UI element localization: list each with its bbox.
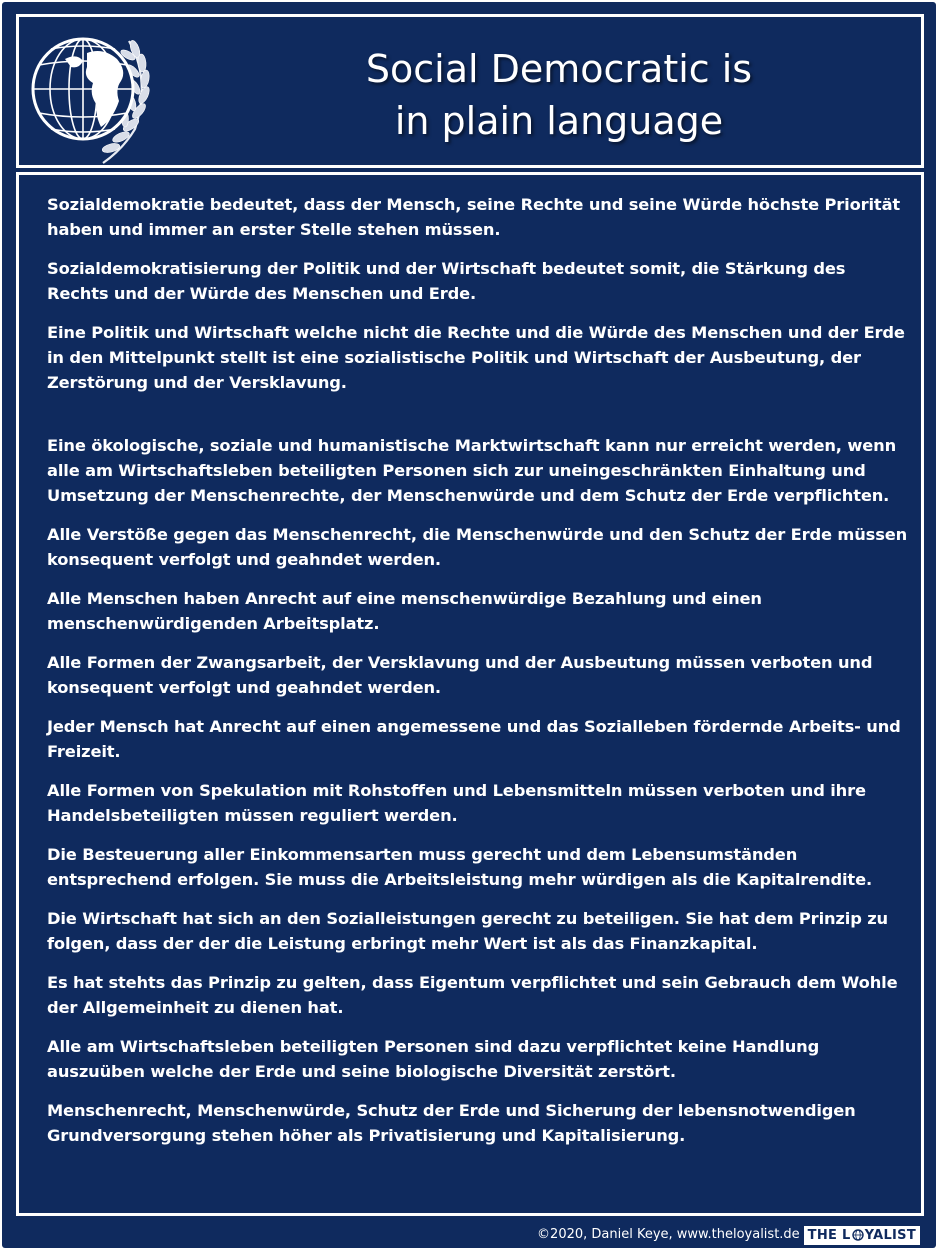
content-panel [16,172,924,1216]
paragraph: Alle Menschen haben Anrecht auf eine menschenwürdige Bezahlung und einen menschenwürdigenden Arbeitsplatz. [47,589,762,633]
paragraph: Es hat stehts das Prinzip zu gelten, dass Eigentum verpflichtet und sein Gebrauch dem Wohle der Allgemeinheit zu dienen hat. [47,973,898,1017]
paragraph: Alle Formen der Zwangsarbeit, der Versklavung und der Ausbeutung müssen verboten und konsequent verfolgt und geahndet werden. [47,653,873,697]
brand-text-part-1: THE L [807,1227,851,1243]
paragraph: Sozialdemokratie bedeutet, dass der Mensch, seine Rechte und seine Würde höchste Priorität haben und immer an erster Stelle stehen müssen. [47,195,901,239]
paragraph: Alle Formen von Spekulation mit Rohstoffen und Lebensmitteln müssen verboten und ihre Handelsbeteiligten müssen reguliert werden. [47,781,866,825]
poster-background [2,2,936,1248]
header-panel [16,14,924,168]
title-line-2: in plain language [394,99,724,143]
paragraph: Alle am Wirtschaftsleben beteiligten Personen sind dazu verpflichtet keine Handlung auszuüben welche der Erde und seine biologische Diversität zerstört. [47,1037,820,1081]
page-title [259,43,859,147]
paragraph: Eine ökologische, soziale und humanistische Marktwirtschaft kann nur erreicht werden, wenn alle am Wirtschaftsleben beteiligten Personen sich zur uneingeschränkten Einhaltung und Umsetzung der Menschenrechte, der Menschenwürde und dem Schutz der Erde verpflichten. [47,436,897,505]
brand-text-part-2: YALIST [864,1227,916,1243]
paragraph: Sozialdemokratisierung der Politik und der Wirtschaft bedeutet somit, die Stärkung des Rechts und der Würde des Menschen und Erde. [47,259,846,303]
paragraph: Alle Verstöße gegen das Menschenrecht, die Menschenwürde und den Schutz der Erde müssen konsequent verfolgt und geahndet werden. [47,525,908,569]
paragraph: Die Besteuerung aller Einkommensarten muss gerecht und dem Lebensumständen entsprechend erfolgen. Sie muss die Arbeitsleistung mehr würdigen als die Kapitalrendite. [47,845,872,889]
paragraph: Die Wirtschaft hat sich an den Sozialleistungen gerecht zu beteiligen. Sie hat dem Prinzip zu folgen, dass der der die Leistung erbringt mehr Wert ist als das Finanzkapital. [47,909,888,953]
brand-logo [804,1226,920,1245]
paragraph: Menschenrecht, Menschenwürde, Schutz der Erde und Sicherung der lebensnotwendigen Grundversorgung stehen höher als Privatisierung und Kapitalisierung. [47,1101,856,1145]
paragraph: Jeder Mensch hat Anrecht auf einen angemessene und das Sozialleben fördernde Arbeits- und Freizeit. [47,717,901,761]
paragraph: Eine Politik und Wirtschaft welche nicht die Rechte und die Würde des Menschen und der Erde in den Mittelpunkt stellt ist eine sozialistische Politik und Wirtschaft der Ausbeutung, der Zerstörung und der Versklavung. [47,323,905,392]
copyright-text: ©2020, Daniel Keye, www.theloyalist.de [537,1227,800,1242]
globe-o-icon [852,1229,864,1241]
text-body [47,192,909,1162]
footer [537,1224,920,1246]
globe-laurel-icon [25,19,155,169]
title-line-1: Social Democratic is [365,47,753,91]
